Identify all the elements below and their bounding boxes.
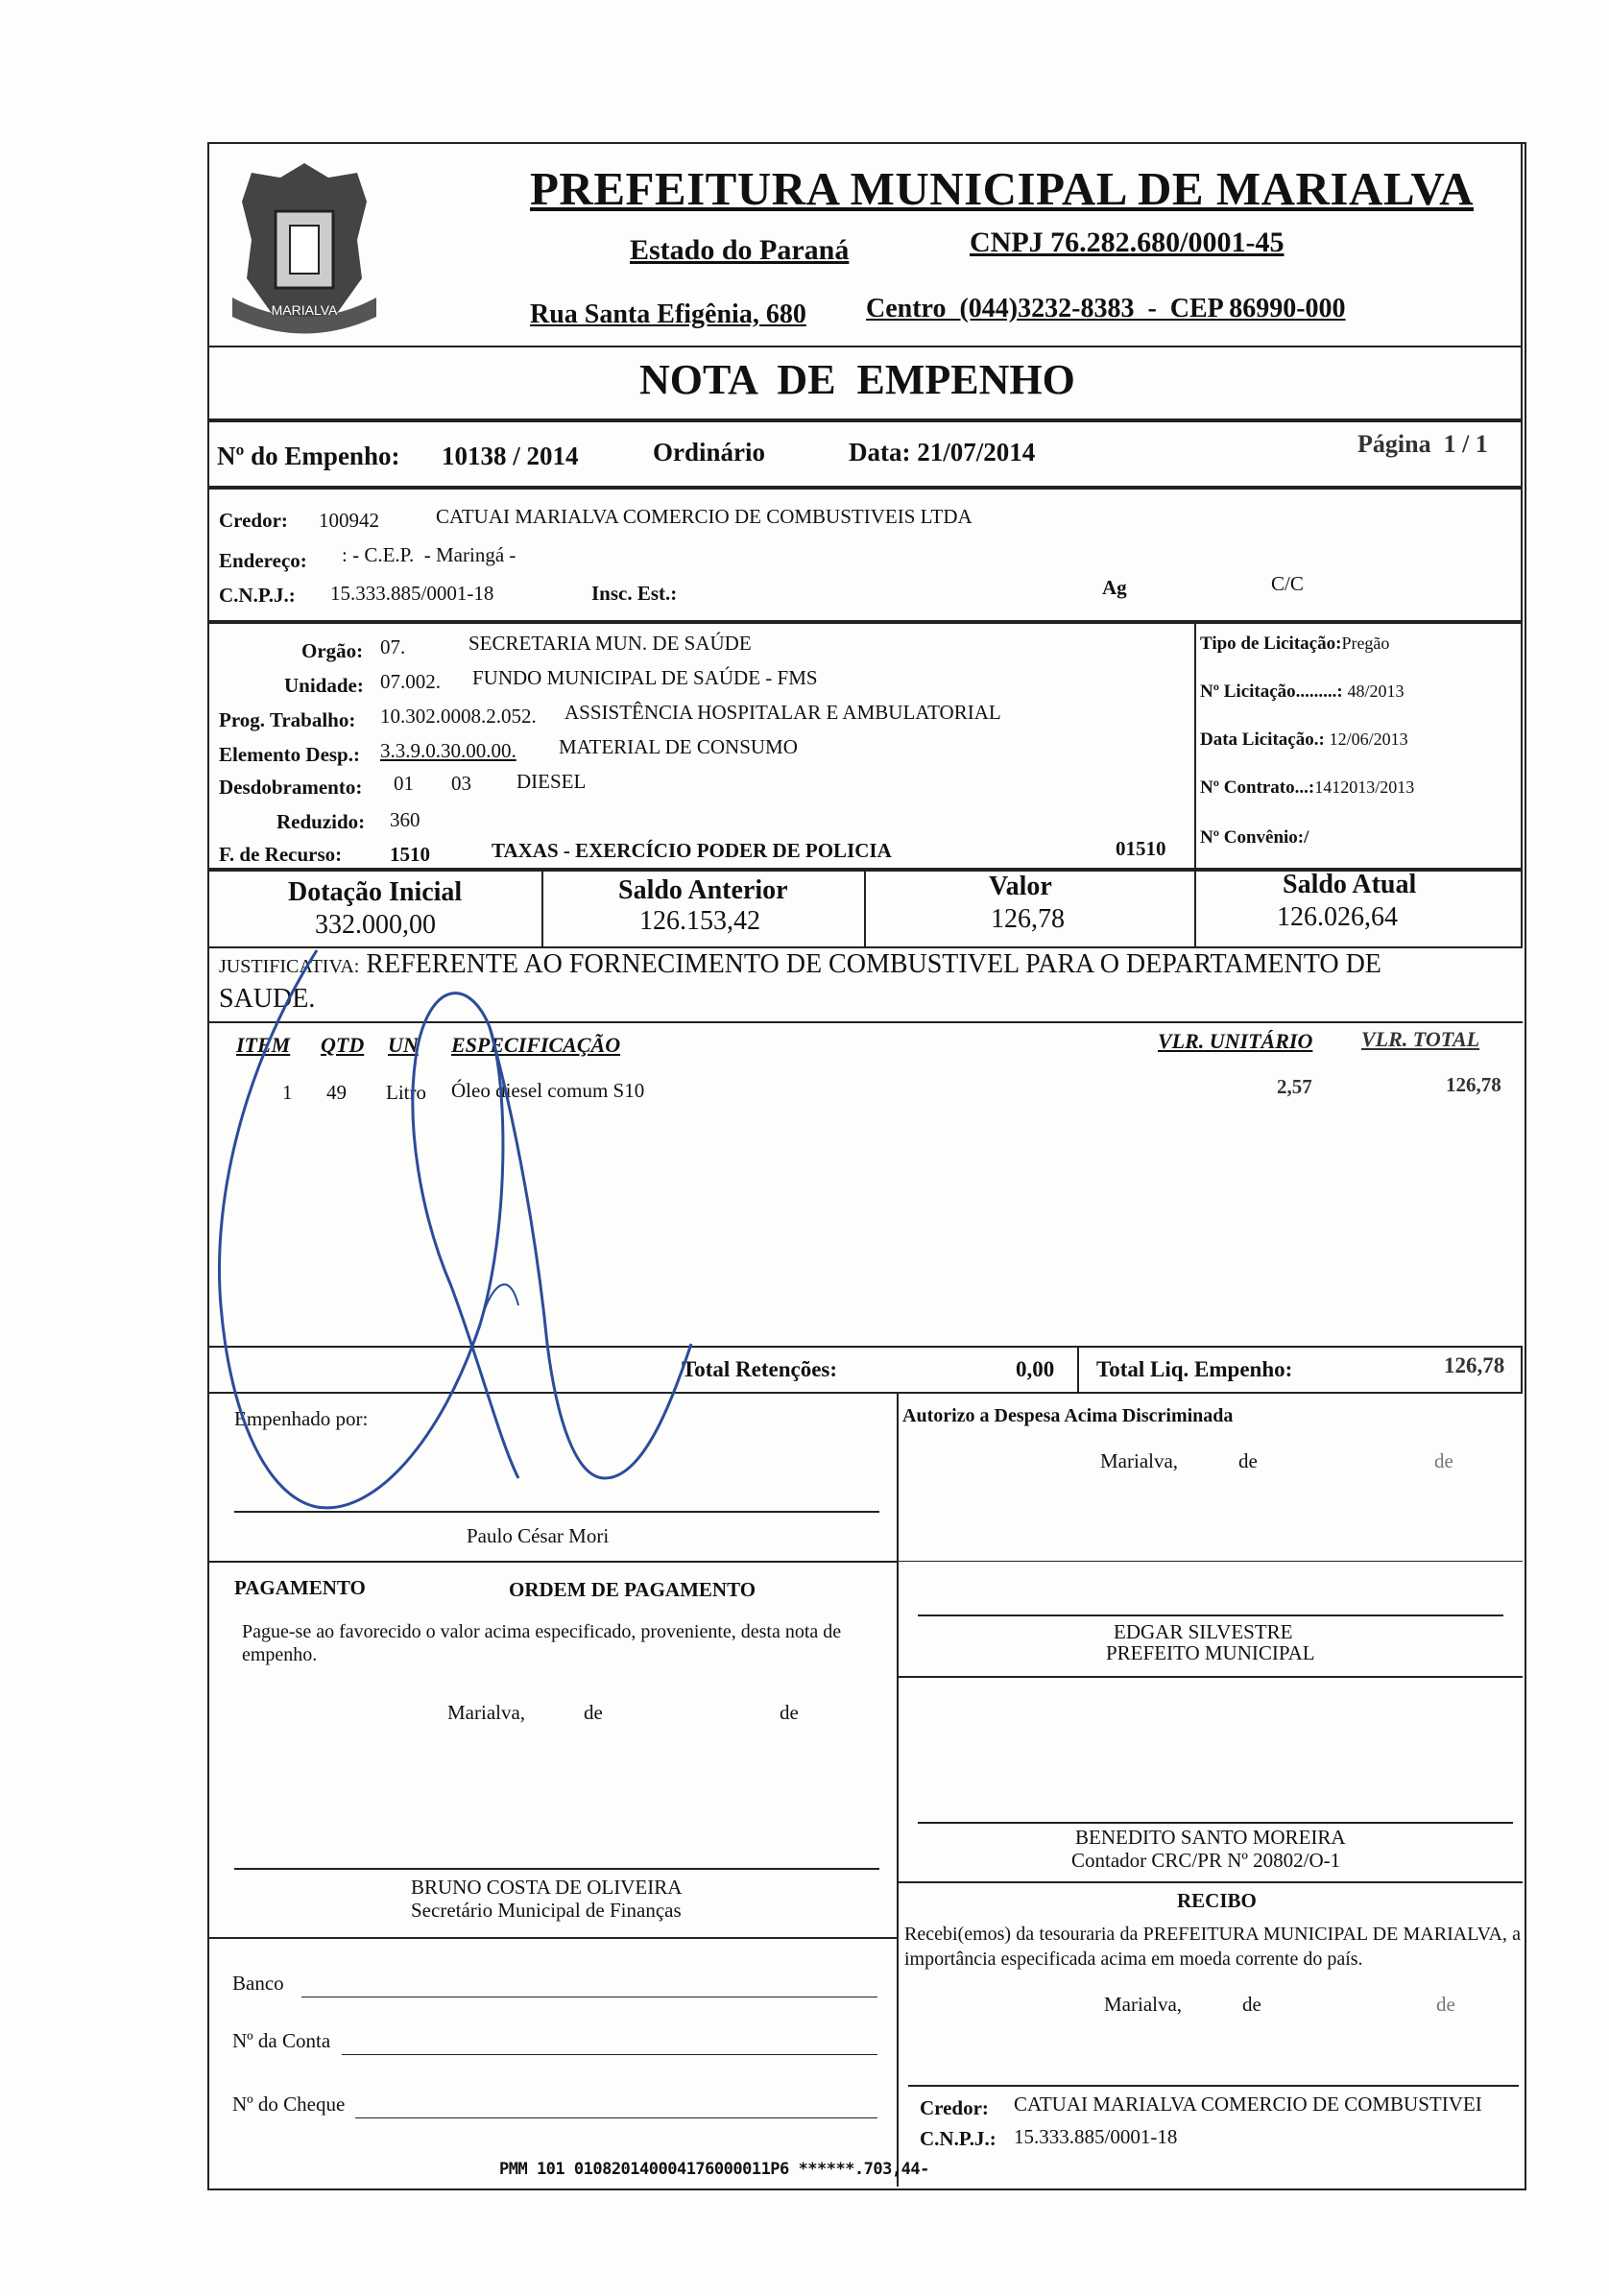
contador-name: BENEDITO SANTO MOREIRA bbox=[1075, 1826, 1346, 1849]
state-label: Estado do Paraná bbox=[630, 234, 850, 266]
cheque-label: Nº do Cheque bbox=[232, 2093, 346, 2116]
page-number: Página 1 / 1 bbox=[1357, 430, 1488, 458]
empenhado-label: Empenhado por: bbox=[234, 1407, 369, 1430]
pagamento-de-2: de bbox=[780, 1701, 799, 1724]
tipo-licitacao-label-text: Tipo de Licitação: bbox=[1200, 634, 1342, 654]
fonte-value: TAXAS - EXERCÍCIO PODER DE POLICIA bbox=[492, 839, 892, 862]
secretario-name: BRUNO COSTA DE OLIVEIRA bbox=[411, 1876, 683, 1899]
num-licitacao-value: 48/2013 bbox=[1347, 682, 1405, 701]
cnpj-credor-value: 15.333.885/0001-18 bbox=[330, 582, 494, 605]
endereco-label: Endereço: bbox=[219, 549, 307, 572]
pagamento-label: PAGAMENTO bbox=[234, 1576, 366, 1599]
num-licitacao bbox=[1200, 682, 1405, 703]
credor-code: 100942 bbox=[319, 509, 379, 532]
justificativa-text-1: REFERENTE AO FORNECIMENTO DE COMBUSTIVEL PARA O DEPARTAMENTO DE bbox=[366, 949, 1381, 979]
item-especificacao: Óleo diesel comum S10 bbox=[451, 1079, 645, 1102]
autorizo-de-2: de bbox=[1434, 1449, 1453, 1472]
justificativa-label: JUSTIFICATIVA: bbox=[219, 956, 360, 977]
empenho-date: Data: 21/07/2014 bbox=[849, 438, 1036, 466]
data-licitacao bbox=[1200, 729, 1408, 751]
orgao-value: SECRETARIA MUN. DE SAÚDE bbox=[468, 632, 752, 655]
valor-label: Valor bbox=[989, 872, 1052, 901]
prefeito-name: EDGAR SILVESTRE bbox=[1114, 1620, 1293, 1643]
empenhado-name: Paulo César Mori bbox=[467, 1524, 610, 1547]
elemento-label: Elemento Desp.: bbox=[219, 743, 360, 766]
conta-label: Nº da Conta bbox=[232, 2029, 331, 2052]
cheque-field[interactable] bbox=[355, 2117, 877, 2118]
col-vlr-unitario: VLR. UNITÁRIO bbox=[1158, 1029, 1313, 1053]
autorizo-label: Autorizo a Despesa Acima Discriminada bbox=[902, 1405, 1234, 1426]
address-label: Rua Santa Efigênia, 680 bbox=[530, 299, 806, 329]
autorizo-de-1: de bbox=[1238, 1449, 1258, 1472]
elemento-value: MATERIAL DE CONSUMO bbox=[559, 735, 798, 758]
prefeito-role: PREFEITO MUNICIPAL bbox=[1106, 1641, 1315, 1664]
ordem-pagamento-label: ORDEM DE PAGAMENTO bbox=[509, 1578, 756, 1601]
elemento-code: 3.3.9.0.30.00.00. bbox=[380, 739, 516, 762]
saldo-anterior-value: 126.153,42 bbox=[639, 906, 760, 936]
saldo-atual-label: Saldo Atual bbox=[1283, 870, 1417, 899]
contrato-label: Nº Contrato...: bbox=[1200, 777, 1315, 798]
recibo-text: Recebi(emos) da tesouraria da PREFEITURA MUNICIPAL DE MARIALVA, a importância especificada acima em moeda corrente do país. bbox=[904, 1924, 1521, 1970]
page-title: PREFEITURA MUNICIPAL DE MARIALVA bbox=[530, 162, 1474, 215]
reduzido-label: Reduzido: bbox=[276, 810, 366, 833]
col-un: UN bbox=[388, 1033, 419, 1057]
conta-field[interactable] bbox=[342, 2054, 877, 2055]
num-licitacao-label: Nº Licitação.........: bbox=[1200, 682, 1343, 702]
prog-label: Prog. Trabalho: bbox=[219, 708, 356, 731]
item-un: Litro bbox=[386, 1081, 426, 1104]
total-retencoes-value: 0,00 bbox=[1016, 1357, 1055, 1381]
contrato bbox=[1200, 777, 1414, 799]
unidade-code: 07.002. bbox=[380, 670, 441, 693]
tipo-licitacao-value: Pregão bbox=[1341, 634, 1390, 653]
desdobramento-value: DIESEL bbox=[516, 770, 587, 793]
empenho-number: 10138 / 2014 bbox=[442, 442, 579, 470]
cnpj-credor-label: C.N.P.J.: bbox=[219, 584, 296, 607]
pagamento-city: Marialva, bbox=[447, 1701, 526, 1724]
banco-label: Banco bbox=[232, 1972, 284, 1995]
desdobramento-b: 03 bbox=[451, 772, 471, 795]
desdobramento-label: Desdobramento: bbox=[219, 776, 363, 799]
data-licitacao-label: Data Licitação.: bbox=[1200, 729, 1325, 750]
col-especificacao: ESPECIFICAÇÃO bbox=[451, 1033, 621, 1057]
autorizo-city: Marialva, bbox=[1100, 1449, 1179, 1472]
svg-text:MARIALVA: MARIALVA bbox=[271, 302, 338, 318]
item-number: 1 bbox=[282, 1081, 293, 1104]
prog-code: 10.302.0008.2.052. bbox=[380, 705, 537, 728]
saldo-anterior-label: Saldo Anterior bbox=[618, 875, 788, 905]
tipo-licitacao-label bbox=[1200, 634, 1389, 655]
document-title: NOTA DE EMPENHO bbox=[639, 356, 1075, 403]
fonte-label: F. de Recurso: bbox=[219, 843, 343, 866]
saldo-atual-value: 126.026,64 bbox=[1277, 902, 1398, 932]
fonte-code: 1510 bbox=[390, 843, 430, 866]
recibo-credor-label: Credor: bbox=[920, 2096, 989, 2119]
unidade-value: FUNDO MUNICIPAL DE SAÚDE - FMS bbox=[472, 666, 818, 689]
fonte-number: 01510 bbox=[1116, 837, 1166, 860]
pagamento-de-1: de bbox=[584, 1701, 603, 1724]
total-retencoes-label: Total Retenções: bbox=[682, 1357, 838, 1381]
secretario-role: Secretário Municipal de Finanças bbox=[411, 1899, 682, 1922]
col-item: ITEM bbox=[236, 1033, 291, 1057]
justificativa-text-2: SAUDE. bbox=[219, 984, 316, 1014]
total-liq-label: Total Liq. Empenho: bbox=[1096, 1357, 1293, 1381]
dotacao-label: Dotação Inicial bbox=[288, 877, 463, 907]
ag-label: Ag bbox=[1102, 576, 1127, 599]
valor-value: 126,78 bbox=[991, 904, 1065, 934]
contador-role: Contador CRC/PR Nº 20802/O-1 bbox=[1071, 1849, 1341, 1872]
recibo-de-1: de bbox=[1242, 1993, 1261, 2016]
footer-code: PMM 101 010820140004176000011P6 ******.703,44- bbox=[499, 2160, 929, 2179]
address-rest: Centro (044)3232-8383 - CEP 86990-000 bbox=[866, 294, 1346, 323]
desdobramento-a: 01 bbox=[394, 772, 414, 795]
col-qtd: QTD bbox=[321, 1033, 365, 1057]
item-vlr-unitario: 2,57 bbox=[1277, 1075, 1312, 1098]
coat-of-arms-logo bbox=[213, 154, 396, 346]
prog-value: ASSISTÊNCIA HOSPITALAR E AMBULATORIAL bbox=[564, 701, 1001, 724]
col-vlr-total: VLR. TOTAL bbox=[1361, 1027, 1480, 1051]
data-licitacao-value: 12/06/2013 bbox=[1329, 729, 1408, 749]
credor-label: Credor: bbox=[219, 509, 288, 532]
credor-name: CATUAI MARIALVA COMERCIO DE COMBUSTIVEIS LTDA bbox=[436, 505, 973, 528]
total-liq-value: 126,78 bbox=[1444, 1353, 1505, 1377]
unidade-label: Unidade: bbox=[284, 674, 364, 697]
empenho-type: Ordinário bbox=[653, 438, 766, 466]
orgao-label: Orgão: bbox=[301, 639, 364, 662]
item-qtd: 49 bbox=[326, 1081, 347, 1104]
contrato-value: 1412013/2013 bbox=[1314, 777, 1415, 797]
item-vlr-total: 126,78 bbox=[1446, 1073, 1501, 1096]
handwritten-signature bbox=[192, 941, 730, 1536]
recibo-city: Marialva, bbox=[1104, 1993, 1183, 2016]
recibo-label: RECIBO bbox=[1177, 1889, 1257, 1912]
recibo-cnpj-value: 15.333.885/0001-18 bbox=[1014, 2125, 1178, 2148]
cnpj-label: CNPJ 76.282.680/0001-45 bbox=[970, 227, 1285, 258]
endereco-value: : - C.E.P. - Maringá - bbox=[342, 543, 516, 566]
cc-label: C/C bbox=[1271, 572, 1304, 595]
dotacao-value: 332.000,00 bbox=[315, 910, 436, 940]
reduzido-value: 360 bbox=[390, 808, 420, 831]
empenho-label: Nº do Empenho: bbox=[217, 442, 400, 470]
insc-label: Insc. Est.: bbox=[591, 582, 678, 605]
recibo-de-2: de bbox=[1436, 1993, 1455, 2016]
recibo-credor-value: CATUAI MARIALVA COMERCIO DE COMBUSTIVEI bbox=[1014, 2093, 1482, 2116]
pagamento-text: Pague-se ao favorecido o valor acima especificado, proveniente, desta nota de empenho. bbox=[242, 1621, 842, 1665]
orgao-code: 07. bbox=[380, 635, 406, 658]
convenio-label: Nº Convênio:/ bbox=[1200, 827, 1309, 848]
recibo-cnpj-label: C.N.P.J.: bbox=[920, 2127, 997, 2150]
